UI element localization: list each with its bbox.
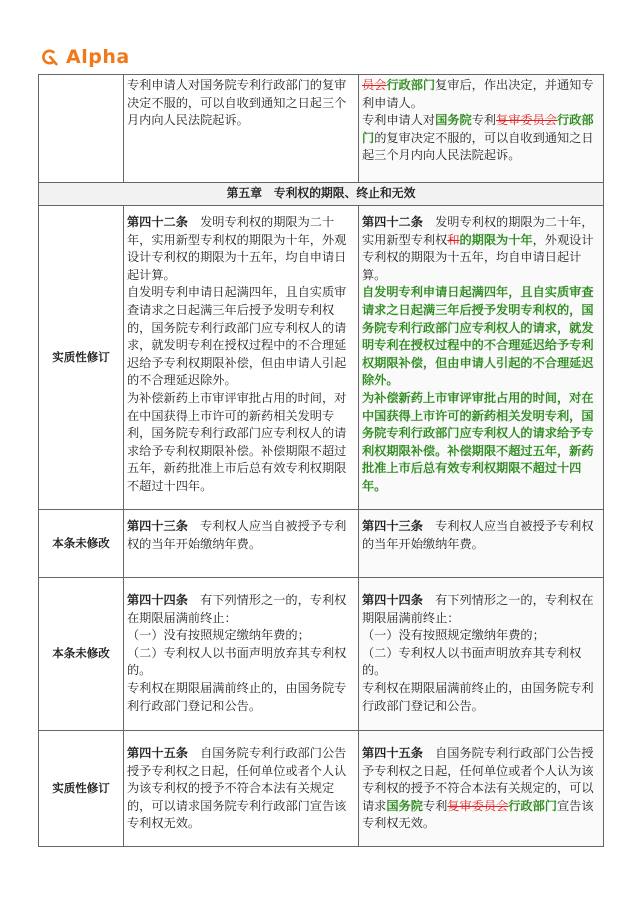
new-paragraph xyxy=(362,518,601,553)
new-paragraph xyxy=(362,112,601,165)
article-number: 第四十四条 xyxy=(362,593,423,607)
brand-logo xyxy=(40,46,130,68)
deleted-text: 复审委员会 xyxy=(496,113,557,128)
unchanged-text: 有下列情形之一的，专利权在期限届满前终止： xyxy=(127,593,347,625)
table-row xyxy=(39,578,604,731)
row-label: 本条未修改 xyxy=(39,578,124,731)
old-text-cell xyxy=(124,510,359,578)
unchanged-text: 有下列情形之一的，专利权在期限届满前终止： xyxy=(362,593,594,625)
added-paragraph: 自发明专利申请日起满四年，且自实质审查请求之日起满三年后授予发明专利权的，国务院专利行政部门应专利权人的请求，就发明专利在授权过程中的不合理延迟给予专利权期限补偿，但由申请人引起的不合理延迟除外。 xyxy=(362,285,594,388)
old-text-cell xyxy=(124,75,359,183)
added-text: 国务院 xyxy=(386,798,423,813)
old-paragraph: （一）没有按照规定缴纳年费的； xyxy=(127,628,310,643)
unchanged-text: 专利申请人对 xyxy=(362,113,436,128)
new-paragraph: 专利权在期限届满前终止的，由国务院专利行政部门登记和公告。 xyxy=(362,680,594,713)
new-paragraph: （一）没有按照规定缴纳年费的； xyxy=(362,628,545,643)
added-text: 国务院 xyxy=(435,113,472,128)
article-number: 第四十五条 xyxy=(362,746,423,760)
article-number: 第四十三条 xyxy=(362,519,423,533)
chapter-heading: 第五章 专利权的期限、终止和无效 xyxy=(39,183,604,206)
new-paragraph: （二）专利权人以书面声明放弃其专利权的。 xyxy=(362,645,582,678)
new-text-cell xyxy=(359,578,604,731)
new-paragraph xyxy=(362,214,601,284)
added-text: 行政部门 xyxy=(362,113,594,145)
row-label: 实质性修订 xyxy=(39,206,124,510)
deleted-text: 员会 xyxy=(362,78,387,92)
article-number: 第四十二条 xyxy=(127,215,188,229)
article-number: 第四十五条 xyxy=(127,746,188,760)
unchanged-text: 专利权人应当自被授予专利权的当年开始缴纳年费。 xyxy=(362,519,594,551)
comparison-table xyxy=(38,74,604,847)
table-row xyxy=(39,731,604,847)
article-number: 第四十二条 xyxy=(362,215,423,229)
unchanged-text: 发明专利权的期限为二十年，实用新型专利权的期限为十年，外观设计专利权的期限为十五年，均自申请日起计算。 xyxy=(127,215,347,282)
added-text: 行政部门 xyxy=(386,78,436,92)
row-label: 本条未修改 xyxy=(39,510,124,578)
new-text-cell xyxy=(359,731,604,847)
old-paragraph xyxy=(127,745,356,833)
new-text-cell xyxy=(359,510,604,578)
added-paragraph: 为补偿新药上市审评审批占用的时间，对在中国获得上市许可的新药相关发明专利，国务院专利行政部门应专利权人的请求给予专利权期限补偿。补偿期限不超过五年，新药批准上市后总有效专利权期限不超过十四年。 xyxy=(362,390,594,493)
unchanged-text: 宣告该专利权无效。 xyxy=(362,798,594,831)
chapter-row xyxy=(39,183,604,206)
old-paragraph: 专利权在期限届满前终止的，由国务院专利行政部门登记和公告。 xyxy=(127,680,347,713)
new-paragraph xyxy=(362,745,601,833)
unchanged-text: 专利权人应当自被授予专利权的当年开始缴纳年费。 xyxy=(127,519,347,551)
unchanged-text: 自国务院专利行政部门公告授予专利权之日起，任何单位或者个人认为该专利权的授予不符合本法有关规定的，可以请求 xyxy=(362,746,594,813)
unchanged-text: 发明专利权的期限为二十年，实用新型专利权 xyxy=(362,215,594,247)
old-paragraph: 自发明专利申请日起满四年，且自实质审查请求之日起满三年后授予发明专利权的，国务院专利行政部门应专利权人的请求，就发明专利在授权过程中的不合理延迟给予专利权期限补偿，但由申请人引起的不合理延迟除外。 xyxy=(127,285,347,388)
new-paragraph xyxy=(362,592,601,627)
table-row xyxy=(39,75,604,183)
unchanged-text: 专利 xyxy=(422,798,448,813)
new-text-cell xyxy=(359,206,604,510)
new-paragraph xyxy=(362,77,601,112)
unchanged-text: 的复审决定不服的，可以自收到通知之日起三个月内向人民法院起诉。 xyxy=(362,130,594,163)
old-text-cell xyxy=(124,731,359,847)
added-text: 行政部门 xyxy=(508,798,557,813)
deleted-text: 和 xyxy=(447,232,460,247)
old-paragraph xyxy=(127,214,356,284)
unchanged-text: 复审后，作出决定，并通知专利申请人。 xyxy=(362,78,594,110)
brand-name: Alpha xyxy=(66,46,130,68)
table-row xyxy=(39,206,604,510)
added-text: 的期限为十年 xyxy=(459,232,533,247)
table-row xyxy=(39,510,604,578)
unchanged-text: 自国务院专利行政部门公告授予专利权之日起，任何单位或者个人认为该专利权的授予不符合本法有关规定的，可以请求国务院专利行政部门宣告该专利权无效。 xyxy=(127,746,347,831)
old-paragraph: 为补偿新药上市审评审批占用的时间，对在中国获得上市许可的新药相关发明专利，国务院专利行政部门应专利权人的请求给予专利权期限补偿。补偿期限不超过五年，新药批准上市后总有效专利权期限不超过十四年。 xyxy=(127,390,347,493)
unchanged-text: ，外观设计专利权的期限为十五年，均自申请日起计算。 xyxy=(362,232,594,282)
deleted-text: 复审委员会 xyxy=(447,798,509,813)
old-paragraph: （二）专利权人以书面声明放弃其专利权的。 xyxy=(127,645,347,678)
alpha-logo-icon xyxy=(40,48,58,66)
old-text-cell xyxy=(124,206,359,510)
new-text-cell xyxy=(359,75,604,183)
article-number: 第四十三条 xyxy=(127,519,188,533)
old-paragraph xyxy=(127,518,356,553)
unchanged-text: 专利 xyxy=(471,113,497,128)
old-paragraph: 专利申请人对国务院专利行政部门的复审决定不服的，可以自收到通知之日起三个月内向人民法院起诉。 xyxy=(127,78,347,128)
old-text-cell xyxy=(124,578,359,731)
row-label: 实质性修订 xyxy=(39,731,124,847)
old-paragraph xyxy=(127,592,356,627)
article-number: 第四十四条 xyxy=(127,593,188,607)
row-label xyxy=(39,75,124,183)
